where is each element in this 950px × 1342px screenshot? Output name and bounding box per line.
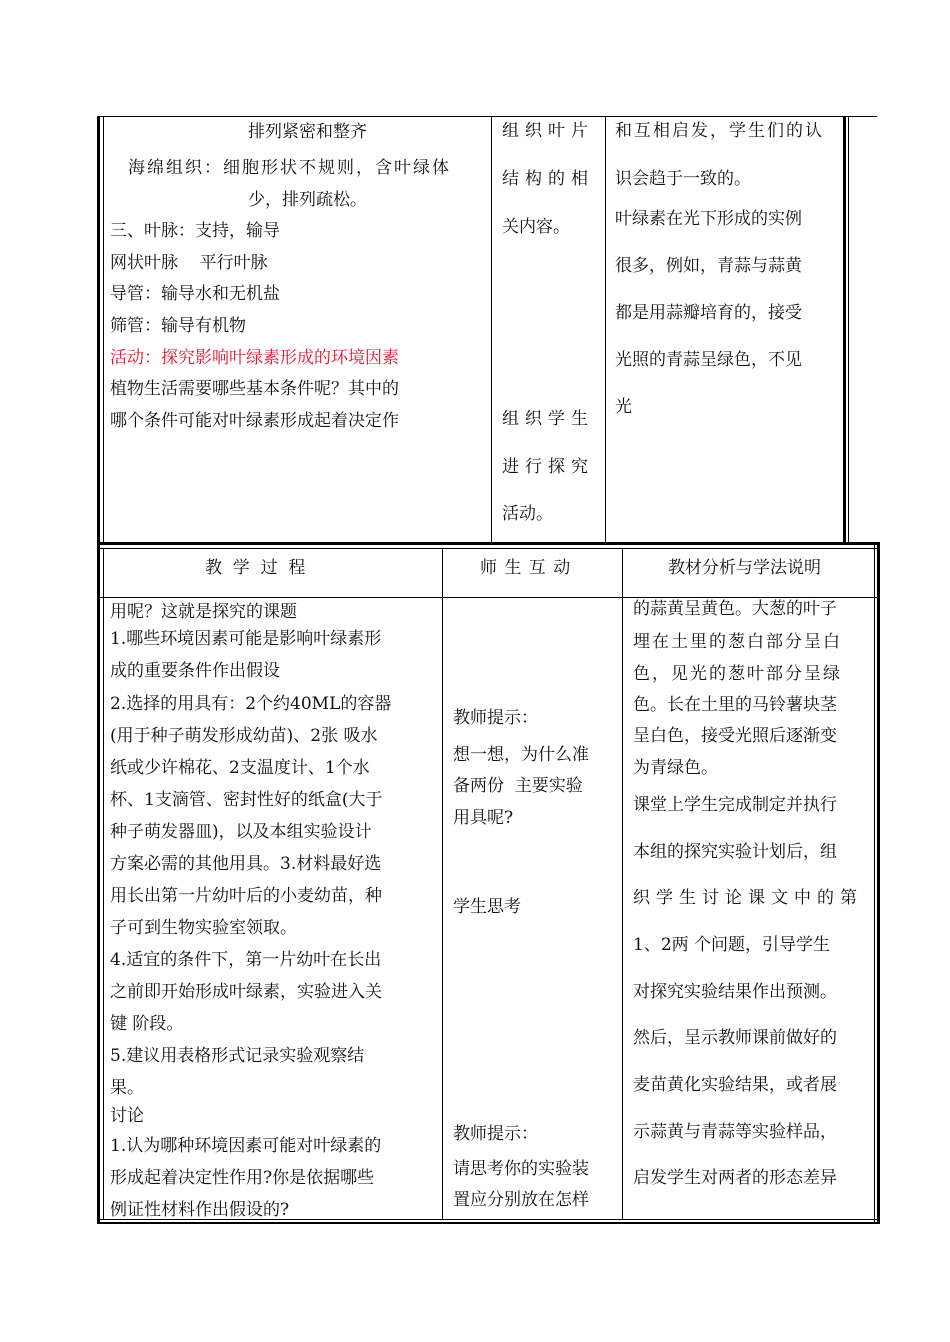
cell-text: 想一想，为什么准	[453, 745, 589, 765]
cell-text: 植物生活需要哪些基本条件呢？其中的	[110, 379, 399, 399]
cell-text: 光	[615, 397, 632, 417]
cell-text: 课堂上学生完成制定并执行	[633, 795, 837, 815]
cell-text: 讨论	[110, 1106, 144, 1126]
cell-text: 启发学生对两者的形态差异	[633, 1168, 837, 1188]
cell-text: 备两份 主要实验	[453, 776, 583, 796]
cell-text: 光照的青蒜呈绿色，不见	[615, 350, 802, 370]
cell-text: 网状叶脉 平行叶脉	[110, 253, 268, 273]
cell-text: 用具呢?	[453, 808, 514, 828]
cell-text: 结构的相	[502, 169, 594, 189]
cell-text: 种子萌发器皿)，以及本组实验设计	[110, 822, 372, 842]
cell-text: 形成起着决定性作用?你是依据哪些	[110, 1168, 375, 1188]
cell-text: 2.选择的用具有：2个约40ML的容器	[110, 694, 392, 714]
cell-text: 方案必需的其他用具。3.材料最好选	[110, 854, 382, 874]
cell-text: 示蒜黄与青蒜等实验样品，	[633, 1122, 837, 1142]
cell-text: 很多，例如，青蒜与蒜黄	[615, 256, 802, 276]
cell-text: 组织学生	[502, 409, 594, 429]
cell-text: 组织叶片	[502, 121, 594, 141]
cell-text: 学生思考	[453, 897, 521, 917]
cell-text: 教师提示：	[453, 1124, 538, 1144]
cell-text: 呈白色，接受光照后逐渐变	[633, 726, 837, 746]
cell-text: 然后，呈示教师课前做好的	[633, 1028, 837, 1048]
activity-heading: 活动：探究影响叶绿素形成的环境因素	[110, 348, 399, 368]
cell-text: 1、2两 个问题，引导学生	[633, 935, 831, 955]
cell-text: 用长出第一片幼叶后的小麦幼苗，种	[110, 886, 382, 906]
header-teacher-student-interaction: 师 生 互 动	[480, 558, 572, 578]
cell-text: 杯、1支滴管、密封性好的纸盒(大于	[110, 790, 383, 810]
cell-text: 为青绿色。	[633, 758, 718, 778]
cell-text: 织学生讨论课文中的第	[633, 888, 863, 908]
cell-text: 请思考你的实验装	[453, 1159, 589, 1179]
cell-text: 用呢？这就是探究的课题	[110, 602, 297, 622]
cell-text: 教师提示：	[453, 708, 538, 728]
cell-text: 三、叶脉：支持，输导	[110, 221, 280, 241]
cell-text: 子可到生物实验室领取。	[110, 918, 297, 938]
cell-text: 哪个条件可能对叶绿素形成起着决定作	[110, 411, 399, 431]
cell-text: 关内容。	[502, 217, 570, 237]
cell-text: 和互相启发，学生们的认	[615, 121, 824, 141]
cell-text: 置应分别放在怎样	[453, 1190, 589, 1210]
cell-text: 之前即开始形成叶绿素，实验进入关	[110, 982, 382, 1002]
cell-text: 色。长在土里的马铃薯块茎	[633, 695, 837, 715]
cell-text: 色，见光的葱叶部分呈绿	[633, 664, 842, 684]
cell-text: 纸或少许棉花、2支温度计、1个水	[110, 758, 370, 778]
cell-text: 导管：输导水和无机盐	[110, 284, 280, 304]
cell-text: 麦苗黄化实验结果，或者展	[633, 1075, 837, 1095]
header-teaching-process: 教 学 过 程	[205, 558, 306, 578]
cell-text: (用于种子萌发形成幼苗)、2张 吸水	[110, 726, 378, 746]
cell-text: 例证性材料作出假设的?	[110, 1200, 290, 1220]
cell-text: 1.哪些环境因素可能是影响叶绿素形	[110, 629, 382, 649]
cell-text: 对探究实验结果作出预测。	[633, 982, 837, 1002]
cell-text: 活动。	[502, 504, 553, 524]
cell-text: 叶绿素在光下形成的实例	[615, 209, 802, 229]
cell-text: 埋在土里的葱白部分呈白	[633, 632, 842, 652]
cell-text: 4.适宜的条件下，第一片幼叶在长出	[110, 950, 382, 970]
cell-text: 果。	[110, 1078, 144, 1098]
cell-text: 1.认为哪种环境因素可能对叶绿素的	[110, 1136, 382, 1156]
cell-text: 本组的探究实验计划后，组	[633, 842, 837, 862]
cell-text: 海绵组织：细胞形状不规则，含叶绿体	[128, 158, 451, 178]
cell-text: 都是用蒜瓣培育的，接受	[615, 303, 802, 323]
cell-text: 筛管：输导有机物	[110, 316, 246, 336]
cell-text: 的蒜黄呈黄色。大葱的叶子	[633, 599, 837, 619]
header-material-analysis: 教材分析与学法说明	[668, 558, 821, 578]
cell-text: 5.建议用表格形式记录实验观察结	[110, 1046, 365, 1066]
cell-text: 进行探究	[502, 457, 594, 477]
cell-text: 键 阶段。	[110, 1014, 184, 1034]
cell-text: 成的重要条件作出假设	[110, 661, 280, 681]
cell-text: 识会趋于一致的。	[615, 169, 751, 189]
cell-text: 排列紧密和整齐	[248, 122, 367, 142]
cell-text: 少，排列疏松。	[248, 190, 367, 210]
